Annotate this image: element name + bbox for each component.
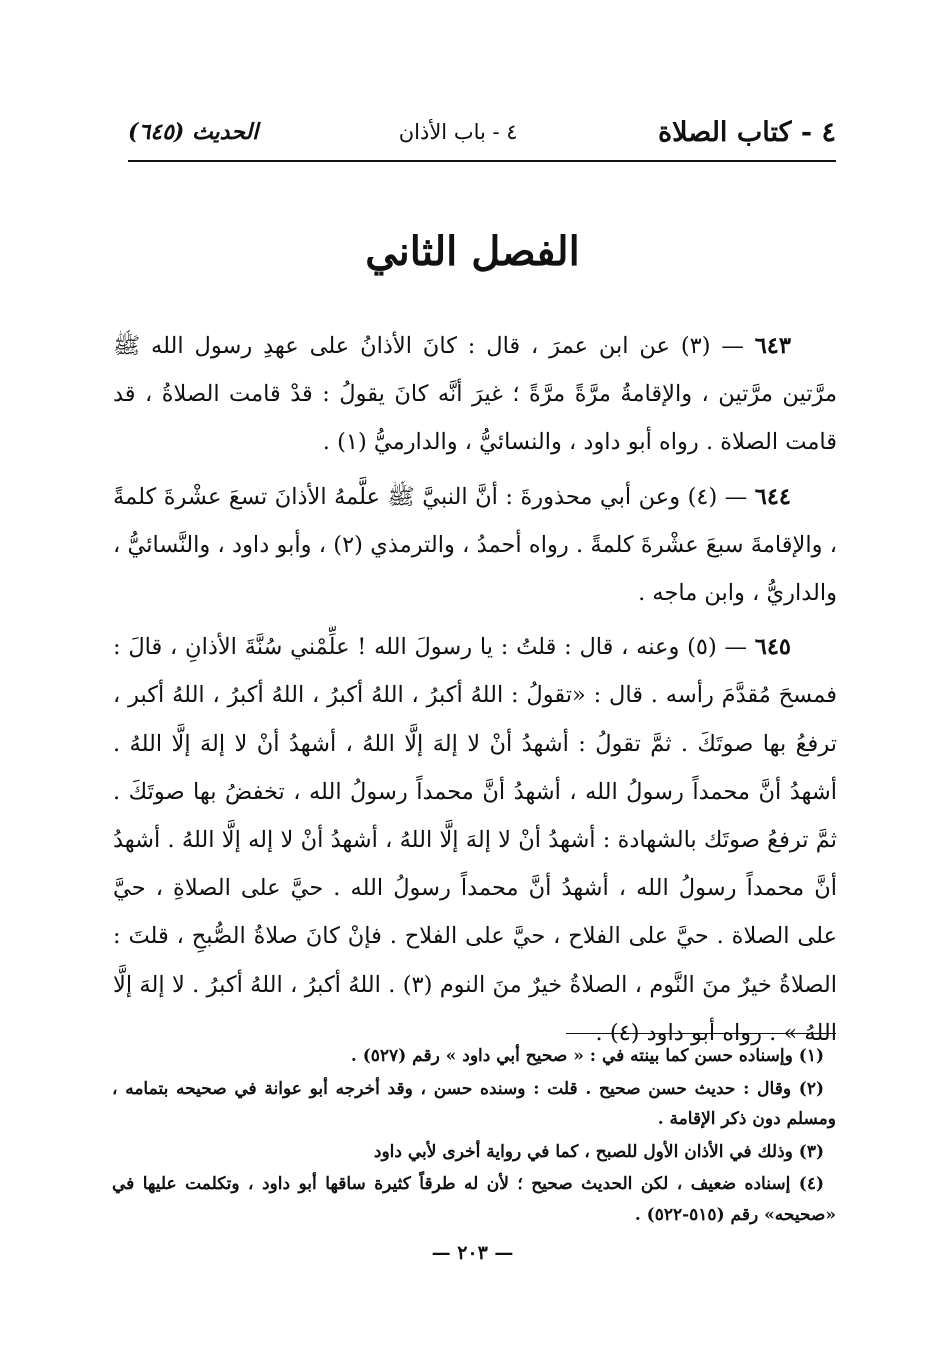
footnote-3: (٣) وذلك في الأذان الأول للصبح ، كما في رواية أخرى لأبي داود <box>373 1141 824 1162</box>
footnote-4: (٤) إسناده ضعيف ، لكن الحديث صحيح ؛ لأن له طرقاً كثيرة ساقها أبو داود ، وتكلمت عليها في «صحيحه» رقم (٥١٥-٥٢٢) . <box>112 1174 836 1225</box>
hadith-number: ٦٤٤ <box>754 483 791 510</box>
hadith-number: ٦٤٥ <box>754 634 791 661</box>
hadith-text: — (٣) عن ابن عمرَ ، قال : كانَ الأذانُ على عهدِ رسول الله ﷺ مرَّتين مرَّتين ، والإقامةُ مرَّةً مرَّةً ؛ غيرَ أنَّه كانَ يقولُ : قدْ قامت الصلاةُ ، قد قامت الصلاة . رواه أبو داود ، والنسائيُّ ، والدارميُّ (١) . <box>113 333 837 456</box>
hadith-text: — (٥) وعنه ، قال : قلتُ : يا رسولَ الله ! علِّمْني سُنَّةَ الأذانِ ، قالَ : فمسحَ مُقدَّمَ رأسه . قال : «تقولُ : اللهُ أكبرُ ، اللهُ أكبرُ ، اللهُ أكبرُ ، اللهُ أكبر ، ترفعُ بها صوتَكَ . ثمَّ تقولُ : أشهدُ أنْ لا إلهَ إلَّا اللهُ ، أشهدُ أنْ لا إلهَ إلَّا اللهُ . أشهدُ أنَّ محمداً رسولُ الله ، أشهدُ أنَّ محمداً رسولُ الله ، تخفضُ بها صوتَكَ . ثمَّ ترفعُ صوتَك بالشهادة : أشهدُ أنْ لا إلهَ إلَّا اللهُ ، أشهدُ أنْ لا إله إلَّا اللهُ . أشهدُ أنَّ محمداً رسولُ الله ، أشهدُ أنَّ محمداً رسولُ الله . حيَّ على الصلاةِ ، حيَّ على الصلاة . حيَّ على الفلاح ، حيَّ على الفلاح . فإنْ كانَ صلاةُ الصُّبحِ ، قلتَ : الصلاةُ خيرٌ منَ النَّوم ، الصلاةُ خيرٌ منَ النوم (٣) . اللهُ أكبرُ ، اللهُ أكبرُ . لا إلهَ إلَّا اللهُ » . رواه أبو داود (٤) . <box>113 634 837 1046</box>
page-number: — ٢٠٣ — <box>431 1242 514 1264</box>
footnote-2: (٢) وقال : حديث حسن صحيح . قلت : وسنده حسن ، وقد أخرجه أبو عوانة في صحيحه بتمامه ، ومسلم دون ذكر الإقامة . <box>112 1078 836 1130</box>
footnotes <box>112 1041 836 1233</box>
footnote-1: (١) وإسناده حسن كما بينته في : « صحيح أبي داود » رقم (٥٢٧) . <box>350 1046 824 1066</box>
hadith-range: الحديث (٦٤٥) <box>128 119 259 145</box>
header-rule <box>128 160 836 162</box>
section-heading: الفصل الثاني <box>365 228 580 275</box>
footnote-rule <box>566 1033 836 1034</box>
main-text <box>113 322 837 1057</box>
chapter-title: ٤ - كتاب الصلاة <box>658 116 836 148</box>
hadith-text: — (٤) وعن أبي محذورةَ : أنَّ النبيَّ ﷺ علَّمهُ الأذانَ تسعَ عشْرةَ كلمةً ، والإقامةَ سبعَ عشْرةَ كلمةً . رواه أحمدُ ، والترمذي (٢) ، وأبو داود ، والنَّسائيُّ ، والداريُّ ، وابن ماجه . <box>113 483 837 607</box>
hadith-645 <box>113 623 837 1057</box>
hadith-644 <box>113 473 837 618</box>
hadith-643 <box>113 322 837 467</box>
hadith-number: ٦٤٣ <box>754 333 791 359</box>
running-header <box>128 108 836 156</box>
section-title-header: ٤ - باب الأذان <box>398 120 518 144</box>
